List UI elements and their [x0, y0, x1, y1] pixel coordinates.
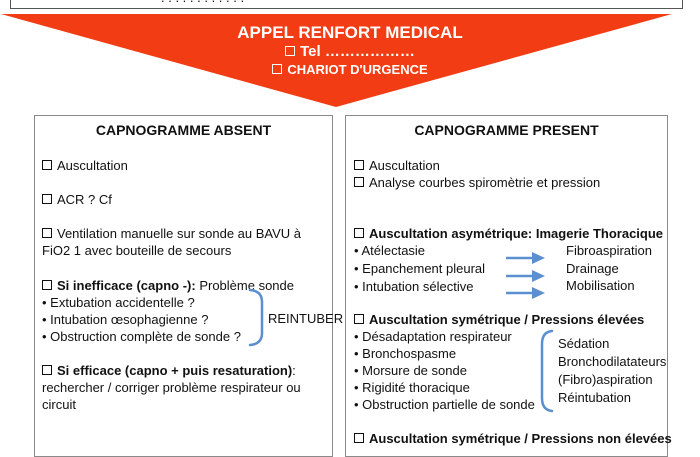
action-reintubation: Réintubation: [558, 390, 631, 405]
banner-title: APPEL RENFORT MEDICAL: [237, 23, 463, 42]
item-auscultation: [354, 157, 440, 175]
action-drainage: Drainage: [566, 261, 619, 276]
item-label: Ventilation manuelle sur sonde au BAVU à: [57, 226, 302, 241]
item-symetrique-non-elevees: [354, 430, 672, 448]
checkbox-icon: [42, 365, 52, 375]
checkbox-icon: [42, 280, 52, 290]
item-label: Problème sonde: [195, 278, 294, 293]
action-fibroaspiration-2: (Fibro)aspiration: [558, 372, 653, 387]
item-label-bold: Auscultation symétrique / Pressions élevées: [369, 312, 645, 327]
item-label-bold: Auscultation symétrique / Pressions non élevées: [369, 431, 672, 446]
item-asymetrique: [354, 225, 663, 243]
checkbox-icon: [42, 194, 52, 204]
bullet-intubation-selective: • Intubation sélective: [354, 279, 474, 294]
item-si-efficace: [42, 362, 296, 380]
bullet-obstruction-partielle: • Obstruction partielle de sonde: [354, 397, 535, 412]
checkbox-icon: [285, 46, 295, 56]
checkbox-icon: [272, 64, 282, 74]
checkbox-icon: [354, 314, 364, 324]
item-si-inefficace: [42, 277, 294, 295]
panel-title: CAPNOGRAMME PRESENT: [414, 122, 599, 138]
bullet-extubation: • Extubation accidentelle ?: [42, 295, 195, 310]
checkbox-icon: [42, 160, 52, 170]
alert-banner: [0, 14, 700, 108]
banner-phone: [0, 43, 700, 60]
action-bronchodilatateurs: Bronchodilatateurs: [558, 354, 667, 369]
banner-cart: [0, 62, 700, 77]
bullet-rigidite: • Rigidité thoracique: [354, 380, 470, 395]
item-label: Auscultation: [369, 158, 440, 173]
item-label: Analyse courbes spiromètrie et pression: [369, 175, 601, 190]
item-symetrique-elevees: [354, 311, 644, 329]
action-mobilisation: Mobilisation: [566, 278, 635, 293]
top-box-text: [161, 0, 244, 5]
checkbox-icon: [354, 228, 364, 238]
bullet-bronchospasme: • Bronchospasme: [354, 346, 457, 361]
item-auscultation: [42, 157, 128, 175]
top-partial-box: [10, 0, 683, 9]
item-label: Auscultation: [57, 158, 128, 173]
banner-cart-text: CHARIOT D'URGENCE: [287, 62, 428, 77]
item-label-bold: Si efficace (capno + puis resaturation): [57, 363, 293, 378]
item-label-bold: Auscultation asymétrique: Imagerie Thoracique: [369, 226, 664, 241]
bullet-desadaptation: • Désadaptation respirateur: [354, 329, 512, 344]
bullet-atelectasie: • Atélectasie: [354, 243, 426, 258]
item-ventilation: [42, 225, 301, 243]
bullet-epanchement: • Epanchement pleural: [354, 261, 486, 276]
efficace-detail-2: circuit: [42, 397, 76, 412]
item-label: ACR ? Cf: [57, 192, 112, 207]
action-fibroaspiration: Fibroaspiration: [566, 243, 652, 258]
bullet-intubation: • Intubation œsophagienne ?: [42, 312, 209, 327]
bullet-obstruction: • Obstruction complète de sonde ?: [42, 329, 241, 344]
item-acr: [42, 191, 112, 209]
banner-phone-text: Tel ………………: [300, 43, 415, 60]
action-sedation: Sédation: [558, 336, 610, 351]
panel-title: CAPNOGRAMME ABSENT: [95, 122, 272, 138]
panel-capnogramme-present: [345, 115, 672, 457]
item-ventilation-cont: FiO2 1 avec bouteille de secours: [42, 243, 232, 258]
item-analyse: [354, 174, 600, 192]
item-label: :: [292, 363, 296, 378]
efficace-detail-1: rechercher / corriger problème respirateur ou: [42, 380, 301, 395]
checkbox-icon: [42, 228, 52, 238]
item-label-bold: Si inefficace (capno -):: [57, 278, 196, 293]
bullet-morsure: • Morsure de sonde: [354, 363, 467, 378]
reintuber-label: REINTUBER: [268, 311, 344, 326]
checkbox-icon: [354, 433, 364, 443]
checkbox-icon: [354, 160, 364, 170]
panel-capnogramme-absent: [34, 115, 344, 457]
checkbox-icon: [354, 177, 364, 187]
